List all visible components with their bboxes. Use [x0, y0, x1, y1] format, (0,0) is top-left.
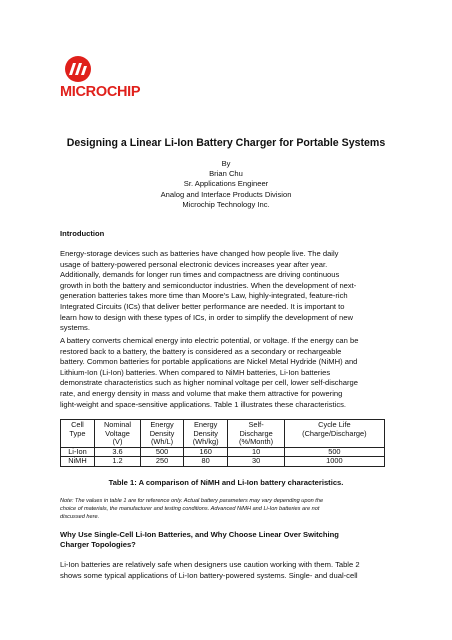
table-cell: 80 [183, 457, 228, 467]
brand-wordmark: MICROCHIP [60, 84, 141, 100]
header-energy-density-volume: Energy Density (Wh/L) [141, 420, 184, 448]
why-paragraph-1: Li-Ion batteries are relatively safe when designers use caution working with them. Table 2 shows some typical applications of Li-Ion battery-powered systems. Single- and dual-cell [60, 560, 360, 580]
table-cell: Li-Ion [61, 447, 95, 457]
author-company: Microchip Technology Inc. [182, 199, 270, 209]
table-cell: 10 [228, 447, 284, 457]
why-heading [60, 530, 339, 550]
page-title: Designing a Linear Li-Ion Battery Charger for Portable Systems [66, 137, 386, 149]
byline [0, 159, 452, 210]
intro-heading: Introduction [60, 229, 105, 238]
header-energy-density-mass: Energy Density (Wh/kg) [183, 420, 228, 448]
table-row [61, 457, 385, 467]
table-cell: 1.2 [94, 457, 140, 467]
why-heading-line-1: Why Use Single-Cell Li-Ion Batteries, and Why Choose Linear Over Switching [60, 530, 339, 539]
table-cell: 1000 [284, 457, 384, 467]
header-self-discharge: Self- Discharge (%/Month) [228, 420, 284, 448]
intro-paragraph-2: A battery converts chemical energy into electric potential, or voltage. If the energy can be restored back to a battery, the battery is considered as a secondary or rechargeable battery. Common batteries for portable applications are Nickel Metal Hydride (NiMH) and Lithium-Ion (Li-Ion) batteries. When compared to NiMH batteries, Li-Ion batteries demonstrate characteristics such as higher nominal voltage per cell, lower self-discharge rate, and energy density in mass and volume that make them attractive for powering light-weight and space-sensitive applications. Table 1 illustrates these characteristics. [60, 336, 359, 409]
table-cell: NiMH [61, 457, 95, 467]
intro-paragraph-1: Energy-storage devices such as batteries have changed how people live. The daily usage of battery-powered personal electronic devices increases year after year. Additionally, demands for longer run times and compactness are driving continuous growth in both the battery and semiconductor industries. When the development of next- generation batteries takes more time than Moore's Law, highly-integrated, feature-rich Integrated Circuits (ICs) that deliver better performance are needed. It is important to learn how to design with these types of ICs, in order to simplify the development of new systems. [60, 249, 357, 333]
table-cell: 160 [183, 447, 228, 457]
table-note: Note: The values in table 1 are for reference only. Actual battery parameters may vary depending upon the choice of materials, the manufacturer and testing conditions. Advanced NiMH and Li-Ion batteries are not discussed here. [60, 498, 324, 520]
table-cell: 500 [141, 447, 184, 457]
why-heading-line-2: Charger Topologies? [60, 540, 136, 549]
header-cell-type: Cell Type [61, 420, 95, 448]
table-cell: 500 [284, 447, 384, 457]
author-title: Sr. Applications Engineer [183, 179, 269, 189]
table-cell: 250 [141, 457, 184, 467]
header-nominal-voltage: Nominal Voltage (V) [94, 420, 140, 448]
author-name: Brian Chu [209, 169, 243, 179]
table-cell: 3.6 [94, 447, 140, 457]
header-cycle-life: Cycle Life (Charge/Discharge) [284, 420, 384, 448]
comparison-table [60, 419, 385, 467]
table-header-row [61, 420, 385, 448]
table-caption: Table 1: A comparison of NiMH and Li-Ion battery characteristics. [108, 478, 344, 487]
byline-line: By [221, 159, 231, 168]
table-cell: 30 [228, 457, 284, 467]
author-division: Analog and Interface Products Division [160, 189, 292, 199]
